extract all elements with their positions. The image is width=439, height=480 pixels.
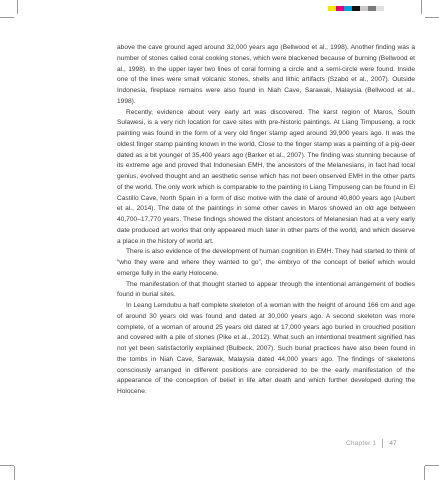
paragraph: Recently, evidence about very early art was discovered. The karst region of Maros, South Sulawesi, is a very rich location for cave sites with pre-historic paintings. At Liang Timpuseng, a rock painting was found in the form of a very old finger stamp aged around 39,900 years ago. It was the oldest finger stamp painting known in the world. Close to the finger stamp was a painting of a pig-deer dated as a bit younger of 35,400 years ago (Barker et al., 2007). The finding was stunning because of its extreme age and proved that Indonesian EMH, the ancestors of the Melanesians, in fact had local genius, evolved thought and an aesthetic sense which has not been observed EMH in the other parts of the world. The only work which is comparable to the painting in Liang Timpuseng can be found in El Castillo Cave, North Spain in a form of disc motive with the date of around 40,800 years ago (Aubert et al., 2014). The date of the paintings in some other caves in Maros showed an old age between 40,700–17,770 years. These findings showed the distant ancestors of Melanesian had at a very early date produced art works that only appeared much later in other parts of the world, and which deserve a place in the history of world art. bbox=[117, 108, 415, 245]
crop-mark bbox=[17, 0, 18, 14]
page-footer bbox=[346, 439, 397, 448]
crop-mark bbox=[425, 17, 439, 18]
color-swatch bbox=[344, 6, 352, 11]
page-number: 47 bbox=[389, 440, 397, 447]
crop-mark bbox=[425, 465, 439, 466]
print-color-bar bbox=[328, 6, 384, 11]
paragraph: above the cave ground aged around 32,000 years ago (Bellwood et al., 1998). Another finding was a number of stones called coral cooking stones, which were blackened because of burning (Bellwood et al., 1998). In the upper layer two lines of coral forming a circle and a semi-circle were found. Inside one of the lines were small volcanic stones, shells and lithic artifacts (Szabó et al., 2007). Outside Indonesia, fireplace remains were also found in Niah Cave, Sarawak, Malaysia (Bellwood et al., 1998). bbox=[117, 44, 415, 105]
crop-mark bbox=[424, 466, 425, 480]
chapter-label: Chapter 1 bbox=[346, 440, 377, 447]
paragraph: In Leang Lemdubu a half complete skeleton of a woman with the height of around 166 cm and age of around 30 years old was found and dated at 30,000 years ago. A second skeleton was more complete, of a woman of around 25 years old dated at 17,000 years ago buried in crouched position and covered with a pile of stones (Pike et al., 2012). What such an intentional treatment signified has not yet been satisfactorily explained (Bulbeck, 2007). Such burial practices have also been found in the tombs in Niah Cave, Sarawak, Malaysia dated 44,000 years ago. The findings of skeletons consciously arranged in different positions are considered to be the early manifestation of the appearance of the conception of belief in life after death and which further developed during the Holocene. bbox=[117, 302, 415, 395]
color-swatch bbox=[360, 6, 368, 11]
color-swatch bbox=[376, 6, 384, 11]
color-swatch bbox=[352, 6, 360, 11]
color-swatch bbox=[328, 6, 336, 11]
paragraph: There is also evidence of the development of human cognition in EMH. They had started to think of “who they were and where they wanted to go”, the embryo of the concept of belief which would emerge fully in the early Holocene. bbox=[117, 248, 415, 277]
crop-mark bbox=[0, 17, 14, 18]
color-swatch bbox=[368, 6, 376, 11]
crop-mark bbox=[421, 0, 422, 14]
color-swatch bbox=[336, 6, 344, 11]
paragraph: The manifestation of that thought started to appear through the intentional arrangement of bodies found in burial sites. bbox=[117, 280, 415, 299]
crop-mark bbox=[14, 466, 15, 480]
crop-mark bbox=[0, 465, 14, 466]
body-text bbox=[117, 43, 415, 398]
footer-divider bbox=[382, 439, 383, 448]
